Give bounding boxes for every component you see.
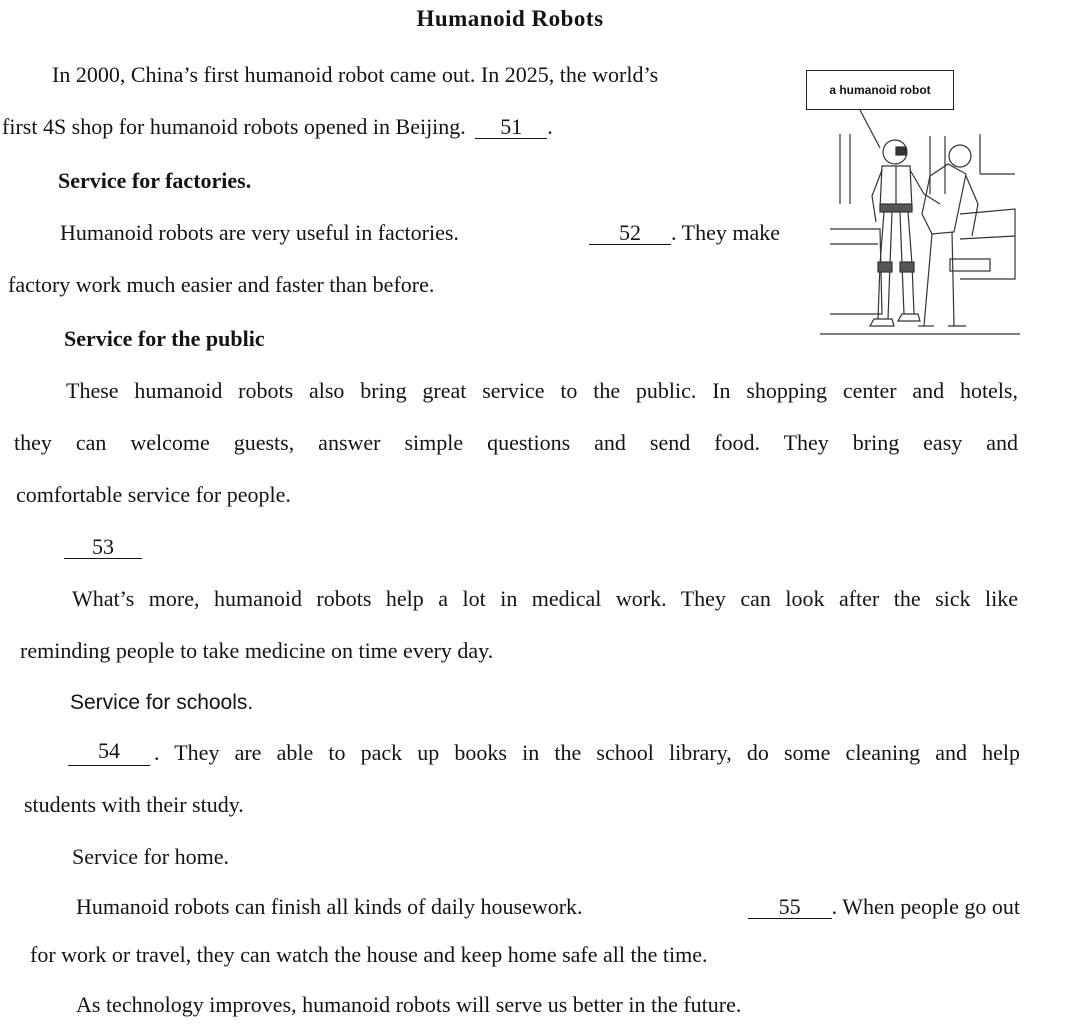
public-line-2: they can welcome guests, answer simple questions and send food. They bring easy and bbox=[14, 430, 1018, 455]
heading-schools: Service for schools. bbox=[70, 691, 254, 714]
heading-factories: Service for factories. bbox=[58, 168, 252, 193]
blank-53[interactable]: 53 bbox=[64, 536, 142, 559]
schools-line-2: students with their study. bbox=[24, 792, 244, 817]
blank-51[interactable]: 51 bbox=[475, 116, 547, 139]
home-line-1-text: Humanoid robots can finish all kinds of daily housework. bbox=[76, 894, 583, 919]
conclusion: As technology improves, humanoid robots will serve us better in the future. bbox=[76, 992, 742, 1017]
heading-public: Service for the public bbox=[64, 326, 265, 351]
figure-caption: a humanoid robot bbox=[806, 70, 954, 110]
factories-line-1-text: Humanoid robots are very useful in factories. bbox=[60, 220, 459, 245]
intro-line-2-text: first 4S shop for humanoid robots opened in Beijing. bbox=[2, 114, 466, 139]
intro-line-2 bbox=[2, 114, 553, 140]
heading-home: Service for home. bbox=[72, 844, 229, 869]
factories-line-1 bbox=[60, 220, 780, 246]
public-line-1: These humanoid robots also bring great service to the public. In shopping center and hotels, bbox=[66, 378, 1018, 403]
schools-line-1-text: . They are able to pack up books in the school library, do some cleaning and help bbox=[154, 740, 1020, 765]
public-line-3: comfortable service for people. bbox=[16, 482, 291, 507]
medical-line-1: What’s more, humanoid robots help a lot in medical work. They can look after the sick like bbox=[72, 586, 1018, 611]
blank-55[interactable]: 55 bbox=[748, 896, 832, 919]
blank-52[interactable]: 52 bbox=[589, 222, 671, 245]
humanoid-robot-illustration-icon bbox=[820, 64, 1020, 346]
home-line-1-end: . When people go out bbox=[831, 894, 1020, 919]
medical-line-2: reminding people to take medicine on time every day. bbox=[20, 638, 494, 663]
factories-line-2: factory work much easier and faster than before. bbox=[8, 272, 435, 297]
intro-line-1: In 2000, China’s first humanoid robot came out. In 2025, the world’s bbox=[52, 62, 659, 87]
factories-line-1-end: . They make bbox=[671, 220, 780, 245]
home-line-2: for work or travel, they can watch the house and keep home safe all the time. bbox=[30, 942, 708, 967]
intro-line-2-end: . bbox=[547, 114, 553, 139]
heading-53-row bbox=[64, 534, 142, 560]
page-title: Humanoid Robots bbox=[416, 6, 604, 31]
schools-line-1 bbox=[68, 740, 1020, 766]
home-line-1 bbox=[76, 894, 1020, 920]
blank-54[interactable]: 54 bbox=[68, 740, 150, 766]
